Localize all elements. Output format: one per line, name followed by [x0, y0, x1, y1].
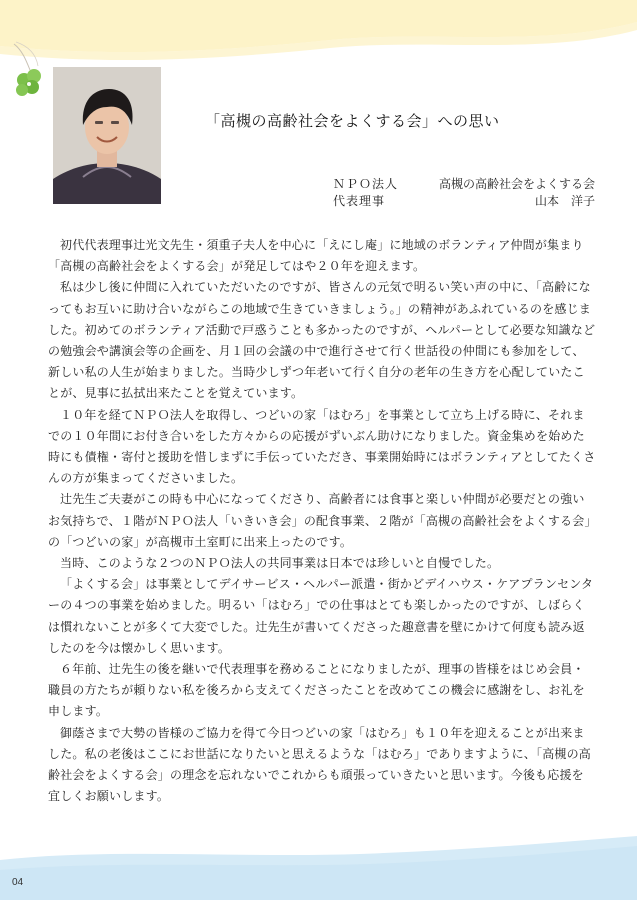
- bottom-wave-decoration: [0, 830, 637, 900]
- paragraph: １０年を経てＮＰＯ法人を取得し、つどいの家「はむろ」を事業として立ち上げる時に、それまでの１０年間にお付き合いをした方々からの応援がずいぶん助けになりました。資金集めを始めた時にも債権・寄付と援助を惜しまずに手伝っていただき、事業開始時にはボランティアとしてたくさんの方が集まってくださいました。: [48, 407, 596, 486]
- author-org-line: [333, 176, 595, 193]
- paragraph: 「よくする会」は事業としてデイサービス・ヘルパー派遣・街かどデイハウス・ケアプランセンターの４つの事業を始めました。明るい「はむろ」での仕事はとても楽しかったのですが、しばらくは慣れないことが多くて大変でした。辻先生が書いてくださった趣意書を壁にかけて何度も読み返したのを今は懐かしく思います。: [48, 577, 594, 655]
- author-role: 代表理事: [333, 194, 386, 208]
- paragraph: 初代代表理事辻光文先生・須重子夫人を中心に「えにし庵」に地域のボランティア仲間が集まり「高槻の高齢社会をよくする会」が発足してはや２０年を迎えます。: [48, 238, 584, 274]
- page-number: 04: [12, 877, 24, 888]
- author-block: [333, 176, 595, 210]
- author-name: 山本 洋子: [534, 194, 595, 208]
- org-type: ＮＰＯ法人: [333, 177, 399, 191]
- author-name-line: [333, 193, 595, 210]
- paragraph: ６年前、辻先生の後を継いで代表理事を務めることになりましたが、理事の皆様をはじめ会員・職員の方たちが頼りない私を後ろから支えてくださったことを改めてこの機会に感謝をし、お礼を申します。: [48, 662, 585, 719]
- paragraph: 辻先生ご夫妻がこの時も中心になってくださり、高齢者には食事と楽しい仲間が必要だとの強いお気持ちで、１階がＮＰＯ法人「いきいき会」の配食事業、２階が「高槻の高齢社会をよくする会」の「つどいの家」が高槻市土室町に出来上ったのです。: [48, 492, 591, 549]
- article-body: [48, 235, 596, 807]
- paragraph: 御蔭さまで大勢の皆様のご協力を得て今日つどいの家「はむろ」も１０年を迎えることが出来ました。私の老後はここにお世話になりたいと思えるような「はむろ」でありますように、「高槻の高齢社会をよくする会」の理念を忘れないでこれからも頑張っていきたいと思います。今後も応援を宜しくお願いします。: [48, 725, 592, 804]
- paragraph: 当時、このような２つのＮＰＯ法人の共同事業は日本では珍しいと自慢でした。: [60, 556, 500, 571]
- org-name: 高槻の高齢社会をよくする会: [438, 177, 595, 191]
- article-title: 「高槻の高齢社会をよくする会」への思い: [205, 112, 500, 130]
- clover-icon: [8, 40, 56, 100]
- author-photo: [53, 67, 161, 204]
- paragraph: 私は少し後に仲間に入れていただいたのですが、皆さんの元気で明るい笑い声の中に、「高齢になってもお互いに助け合いながらこの地域で生きていきましょう。」の精神があふれているのを感じました。初めてのボランティア活動で戸惑うことも多かったのですが、ヘルパーとして必要な知識などの勉強会や講演会等の企画を、月１回の会議の中で進行させて行く世話役の仲間にも参加をして、新しい私の人生が始まりました。当時少しずつ年老いて行く自分の老年の生き方を心配していたことが、見事に払拭出来たことを覚えています。: [48, 280, 596, 401]
- top-wave-decoration: [0, 0, 637, 70]
